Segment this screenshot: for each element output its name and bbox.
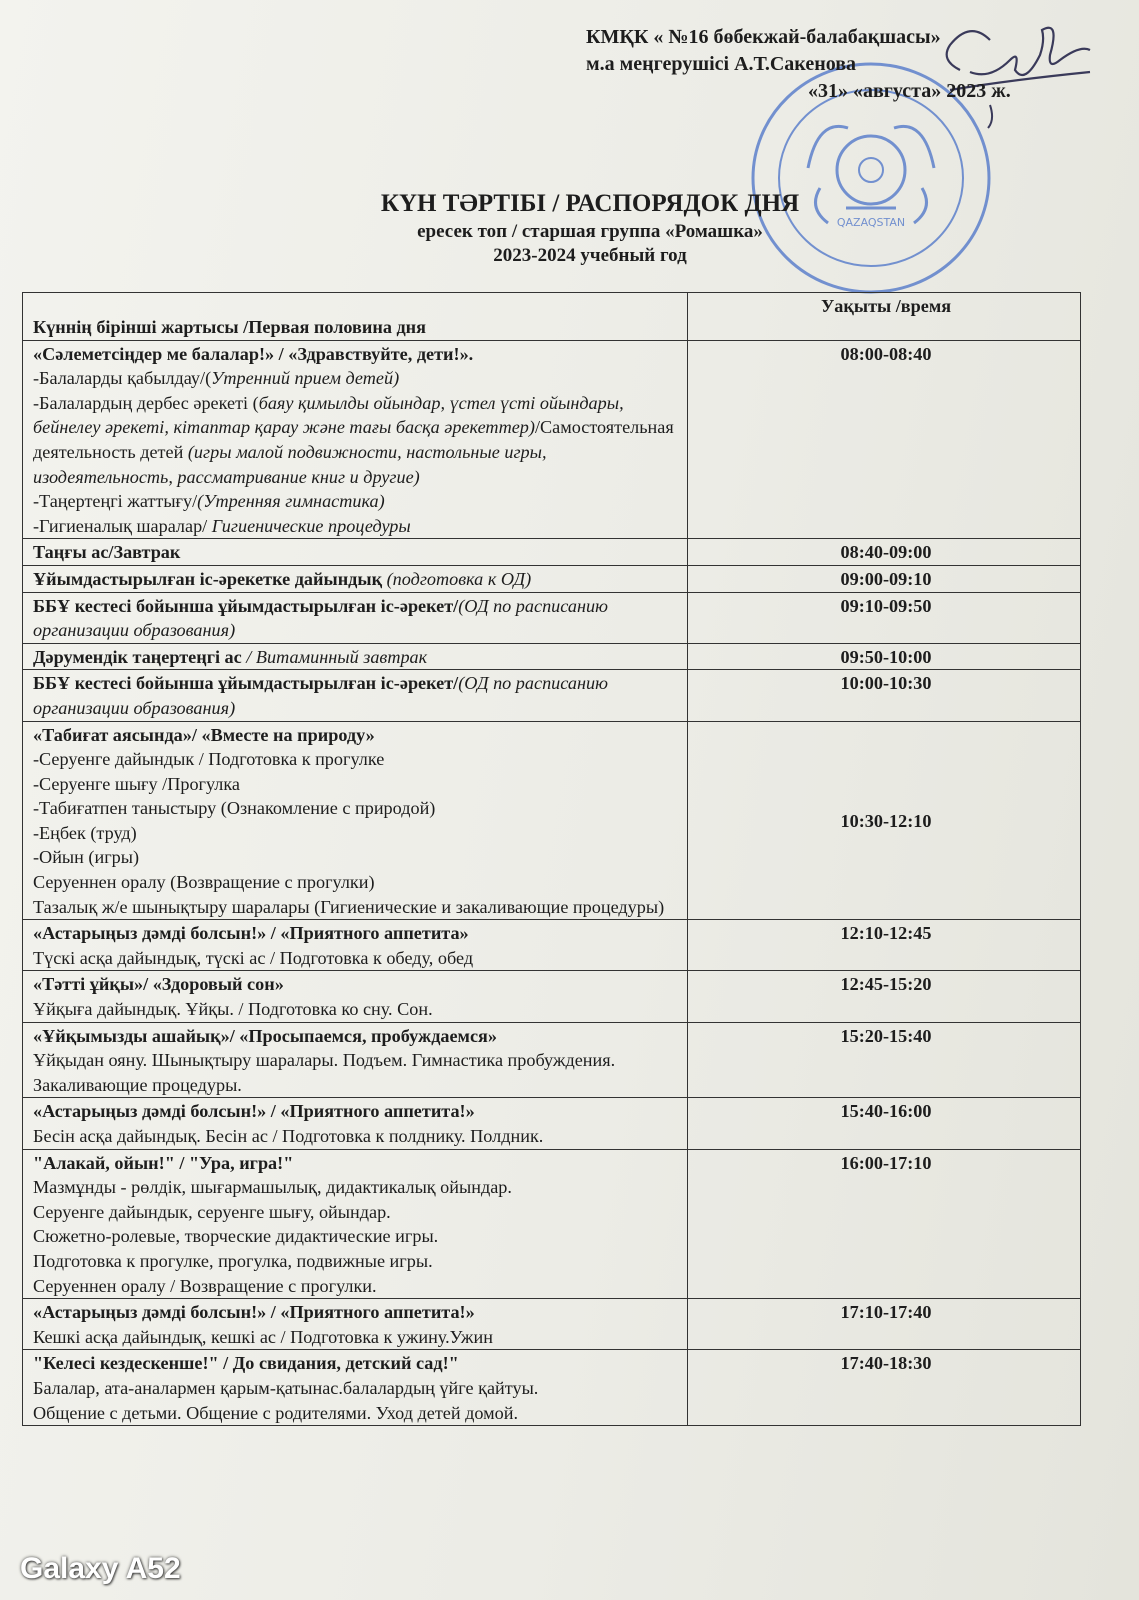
activity-cell: «Ұйқымызды ашайық»/ «Просыпаемся, пробуждаемся» Ұйқыдан ояну. Шынықтыру шаралары. Подъем. Гимнастика пробуждения. Закаливающие процедуры.	[23, 1022, 688, 1098]
time-cell: 09:10-09:50	[688, 592, 1081, 643]
activity-cell: «Тәтті ұйқы»/ «Здоровый сон» Ұйқыға дайындық. Ұйқы. / Подготовка ко сну. Сон.	[23, 971, 688, 1022]
activity-cell: «Табиғат аясында»/ «Вместе на природу» -Серуенге дайындык / Подготовка к прогулке -Серуенге шығу /Прогулка -Табиғатпен таныстыру (Ознакомление с природой) -Еңбек (труд) -Ойын (игры) Серуеннен оралу (Возвращение с прогулки) Тазалық ж/е шынықтыру шаралары (Гигиенические и закаливающие процедуры)	[23, 721, 688, 920]
document-titles	[300, 188, 880, 268]
header-activity: Күннің бірінші жартысы /Первая половина дня	[23, 293, 688, 341]
activity-cell	[23, 340, 688, 539]
time-cell: 09:50-10:00	[688, 643, 1081, 670]
table-row	[23, 1149, 1081, 1299]
row-line: -Таңертеңгі жаттығу/(Утренняя гимнастика)	[33, 491, 385, 512]
row-line: -Балалардың дербес әрекеті (баяу қимылды ойындар, үстел үсті ойындары, бейнелеу әрекеті, кітаптар қарау және тағы басқа әрекеттер)/Самостоятельная деятельность детей (игры малой подвижности, настольные игры, изодеятельность, рассматривание книг и другие)	[33, 392, 674, 487]
time-cell: 15:40-16:00	[688, 1098, 1081, 1149]
time-cell: 08:40-09:00	[688, 539, 1081, 566]
time-cell: 17:40-18:30	[688, 1350, 1081, 1426]
table-row	[23, 539, 1081, 566]
table-row	[23, 721, 1081, 920]
table-row	[23, 1022, 1081, 1098]
time-cell: 10:30-12:10	[688, 721, 1081, 920]
approval-date: «31» «августа» 2023 ж.	[808, 80, 1011, 102]
approval-block	[560, 24, 1060, 105]
time-cell: 12:10-12:45	[688, 920, 1081, 971]
table-row	[23, 971, 1081, 1022]
table-row	[23, 565, 1081, 592]
header-time: Уақыты /время	[688, 293, 1081, 341]
table-row	[23, 1098, 1081, 1149]
table-row	[23, 920, 1081, 971]
activity-cell: "Келесі кездескенше!" / До свидания, детский сад!" Балалар, ата-аналармен қарым-қатынас.балалардың үйге қайтуы. Общение с детьми. Общение с родителями. Уход детей домой.	[23, 1350, 688, 1426]
activity-cell: Ұйымдастырылған іс-әрекетке дайындық (подготовка к ОД)	[23, 565, 688, 592]
document-title: КҮН ТӘРТІБІ / РАСПОРЯДОК ДНЯ	[380, 190, 800, 217]
approval-head: м.а меңгерушісі А.Т.Сакенова	[586, 53, 857, 75]
camera-watermark: Galaxy A52	[20, 1552, 181, 1585]
table-row	[23, 643, 1081, 670]
activity-cell: «Астарыңыз дәмді болсын!» / «Приятного аппетита!» Бесін асқа дайындық. Бесін ас / Подготовка к полднику. Полдник.	[23, 1098, 688, 1149]
time-cell: 09:00-09:10	[688, 565, 1081, 592]
time-cell: 15:20-15:40	[688, 1022, 1081, 1098]
time-cell: 17:10-17:40	[688, 1299, 1081, 1350]
row-line: -Гигиеналық шаралар/ Гигиенические процедуры	[33, 515, 411, 536]
activity-cell: Таңғы ас/Завтрак	[23, 539, 688, 566]
time-cell: 16:00-17:10	[688, 1149, 1081, 1299]
schedule-table	[22, 292, 1081, 1426]
row-line: -Балаларды қабылдау/(Утренний прием детей)	[33, 368, 400, 389]
activity-cell: "Алакай, ойын!" / "Ура, игра!" Мазмұнды - рөлдік, шығармашылық, дидактикалық ойындар. Серуенге дайындык, серуенге шығу, ойындар. Сюжетно-ролевые, творческие дидактические игры. Подготовка к прогулке, прогулка, подвижные игры. Серуеннен оралу / Возвращение с прогулки.	[23, 1149, 688, 1299]
table-row	[23, 592, 1081, 643]
approval-org: КМҚК « №16 бөбекжай-балабақшасы»	[586, 26, 941, 48]
table-header-row	[23, 293, 1081, 341]
group-subtitle: ересек топ / старшая группа «Ромашка»	[417, 221, 763, 242]
row-title: «Сәлеметсіңдер ме балалар!» / «Здравствуйте, дети!».	[33, 343, 474, 364]
table-row	[23, 670, 1081, 721]
table-row	[23, 1299, 1081, 1350]
activity-cell: ББҰ кестесі бойынша ұйымдастырылған іс-әрекет/(ОД по расписанию организации образования)	[23, 670, 688, 721]
seal-text: QAZAQSTAN	[836, 216, 906, 229]
time-cell: 12:45-15:20	[688, 971, 1081, 1022]
activity-cell: ББҰ кестесі бойынша ұйымдастырылған іс-әрекет/(ОД по расписанию организации образования)	[23, 592, 688, 643]
school-year: 2023-2024 учебный год	[493, 245, 687, 266]
table-row	[23, 1350, 1081, 1426]
time-cell: 10:00-10:30	[688, 670, 1081, 721]
activity-cell: «Астарыңыз дәмді болсын!» / «Приятного аппетита!» Кешкі асқа дайындық, кешкі ас / Подготовка к ужину.Ужин	[23, 1299, 688, 1350]
activity-cell: «Астарыңыз дәмді болсын!» / «Приятного аппетита» Түскі асқа дайындық, түскі ас / Подготовка к обеду, обед	[23, 920, 688, 971]
time-cell: 08:00-08:40	[688, 340, 1081, 539]
table-row	[23, 340, 1081, 539]
activity-cell: Дәрумендік таңертеңгі ас / Витаминный завтрак	[23, 643, 688, 670]
